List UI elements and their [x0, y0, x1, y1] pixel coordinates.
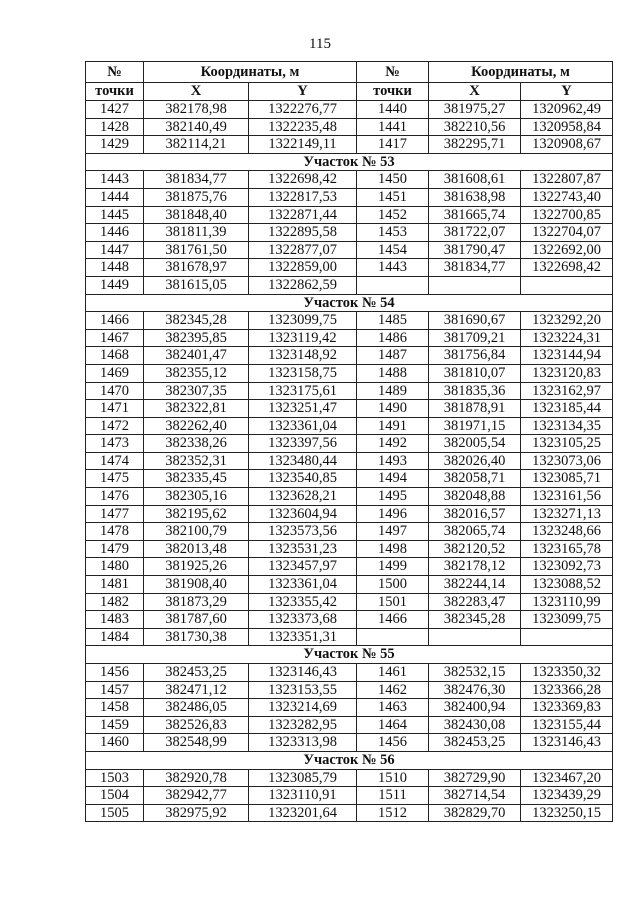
header-y-label: Y [521, 83, 613, 101]
point-number-cell: 1480 [86, 558, 144, 576]
coord-y-cell: 1323073,06 [521, 452, 613, 470]
coord-y-cell: 1323165,78 [521, 540, 613, 558]
header-num-label: № [86, 62, 144, 83]
coord-y-cell: 1323110,99 [521, 593, 613, 611]
coord-y-cell: 1323604,94 [249, 505, 357, 523]
coord-y-cell: 1323373,68 [249, 611, 357, 629]
coord-x-cell: 381790,47 [429, 241, 521, 259]
coord-x-cell: 381834,77 [429, 259, 521, 277]
coord-x-cell: 382120,52 [429, 540, 521, 558]
point-number-cell: 1428 [86, 118, 144, 136]
coord-x-cell: 382338,26 [144, 435, 249, 453]
coord-x-cell: 382100,79 [144, 523, 249, 541]
coord-x-cell: 381848,40 [144, 206, 249, 224]
point-number-cell: 1485 [357, 312, 429, 330]
coord-x-cell: 382920,78 [144, 769, 249, 787]
point-number-cell: 1450 [357, 171, 429, 189]
coord-x-cell: 382476,30 [429, 681, 521, 699]
coord-y-cell: 1322871,44 [249, 206, 357, 224]
coord-y-cell: 1323628,21 [249, 488, 357, 506]
table-row [86, 593, 613, 611]
table-row [86, 734, 613, 752]
point-number-cell: 1449 [86, 276, 144, 294]
point-number-cell: 1443 [357, 259, 429, 277]
coord-y-cell [521, 276, 613, 294]
table-header [86, 62, 613, 101]
coord-y-cell: 1323119,42 [249, 329, 357, 347]
coord-y-cell: 1322704,07 [521, 224, 613, 242]
table-row [86, 576, 613, 594]
coord-y-cell: 1323146,43 [521, 734, 613, 752]
point-number-cell: 1492 [357, 435, 429, 453]
point-number-cell: 1443 [86, 171, 144, 189]
point-number-cell: 1440 [357, 101, 429, 119]
coord-x-cell: 382005,54 [429, 435, 521, 453]
coord-x-cell: 382026,40 [429, 452, 521, 470]
point-number-cell: 1510 [357, 769, 429, 787]
table-row [86, 611, 613, 629]
point-number-cell: 1456 [86, 664, 144, 682]
coord-x-cell: 381665,74 [429, 206, 521, 224]
table-row [86, 382, 613, 400]
table-row [86, 699, 613, 717]
coord-x-cell: 382244,14 [429, 576, 521, 594]
table-row [86, 435, 613, 453]
section-title: Участок № 53 [86, 153, 613, 171]
coord-y-cell: 1323573,56 [249, 523, 357, 541]
point-number-cell: 1474 [86, 452, 144, 470]
coord-x-cell: 382471,12 [144, 681, 249, 699]
coord-x-cell: 382942,77 [144, 787, 249, 805]
coord-y-cell: 1323271,13 [521, 505, 613, 523]
section-title: Участок № 55 [86, 646, 613, 664]
table-row [86, 417, 613, 435]
coord-y-cell: 1322807,87 [521, 171, 613, 189]
point-number-cell: 1462 [357, 681, 429, 699]
coord-x-cell: 382140,49 [144, 118, 249, 136]
table-row [86, 171, 613, 189]
table-row [86, 101, 613, 119]
coord-x-cell: 381925,26 [144, 558, 249, 576]
point-number-cell: 1500 [357, 576, 429, 594]
header-coords-label-left: Координаты, м [144, 62, 357, 83]
point-number-cell: 1478 [86, 523, 144, 541]
coord-x-cell: 381834,77 [144, 171, 249, 189]
point-number-cell: 1427 [86, 101, 144, 119]
coord-y-cell: 1322895,58 [249, 224, 357, 242]
header-coords-label-right: Координаты, м [429, 62, 613, 83]
coord-x-cell: 382714,54 [429, 787, 521, 805]
point-number-cell: 1503 [86, 769, 144, 787]
coord-x-cell [429, 276, 521, 294]
point-number-cell: 1457 [86, 681, 144, 699]
table-body [86, 101, 613, 822]
point-number-cell: 1468 [86, 347, 144, 365]
table-row [86, 241, 613, 259]
table-row [86, 259, 613, 277]
header-point-label: точки [86, 83, 144, 101]
point-number-cell: 1459 [86, 716, 144, 734]
coord-y-cell: 1323467,20 [521, 769, 613, 787]
coord-x-cell: 381873,29 [144, 593, 249, 611]
coord-y-cell: 1323153,55 [249, 681, 357, 699]
coord-y-cell: 1322692,00 [521, 241, 613, 259]
coord-y-cell: 1323085,79 [249, 769, 357, 787]
coord-x-cell: 382048,88 [429, 488, 521, 506]
point-number-cell [357, 276, 429, 294]
coord-x-cell: 382345,28 [429, 611, 521, 629]
coord-y-cell: 1320958,84 [521, 118, 613, 136]
table-row [86, 136, 613, 154]
coord-x-cell: 382210,56 [429, 118, 521, 136]
point-number-cell: 1453 [357, 224, 429, 242]
point-number-cell: 1479 [86, 540, 144, 558]
coord-y-cell: 1323250,15 [521, 804, 613, 822]
coord-y-cell: 1323162,97 [521, 382, 613, 400]
table-row [86, 276, 613, 294]
point-number-cell: 1504 [86, 787, 144, 805]
point-number-cell: 1446 [86, 224, 144, 242]
table-row [86, 400, 613, 418]
coord-y-cell: 1323185,44 [521, 400, 613, 418]
section-title: Участок № 56 [86, 751, 613, 769]
coord-y-cell: 1323361,04 [249, 417, 357, 435]
point-number-cell: 1466 [86, 312, 144, 330]
coord-y-cell: 1323158,75 [249, 364, 357, 382]
coord-x-cell: 381810,07 [429, 364, 521, 382]
coord-y-cell: 1320962,49 [521, 101, 613, 119]
point-number-cell: 1499 [357, 558, 429, 576]
table-row [86, 488, 613, 506]
header-x-label: X [429, 83, 521, 101]
coord-x-cell: 382262,40 [144, 417, 249, 435]
table-row [86, 118, 613, 136]
coord-x-cell: 382548,99 [144, 734, 249, 752]
coord-y-cell: 1323480,44 [249, 452, 357, 470]
coord-x-cell: 381730,38 [144, 628, 249, 646]
table-row [86, 188, 613, 206]
table-row [86, 364, 613, 382]
point-number-cell: 1477 [86, 505, 144, 523]
point-number-cell: 1491 [357, 417, 429, 435]
point-number-cell: 1511 [357, 787, 429, 805]
coord-y-cell: 1322235,48 [249, 118, 357, 136]
point-number-cell: 1496 [357, 505, 429, 523]
point-number-cell: 1451 [357, 188, 429, 206]
coord-y-cell: 1323099,75 [521, 611, 613, 629]
coord-x-cell: 381678,97 [144, 259, 249, 277]
coord-y-cell: 1322698,42 [249, 171, 357, 189]
table-row [86, 664, 613, 682]
table-row [86, 329, 613, 347]
point-number-cell: 1444 [86, 188, 144, 206]
table-row [86, 452, 613, 470]
coord-y-cell: 1323214,69 [249, 699, 357, 717]
coord-y-cell: 1323088,52 [521, 576, 613, 594]
table-row [86, 787, 613, 805]
point-number-cell: 1460 [86, 734, 144, 752]
point-number-cell: 1489 [357, 382, 429, 400]
coord-x-cell: 382352,31 [144, 452, 249, 470]
coord-y-cell: 1323439,29 [521, 787, 613, 805]
table-row [86, 470, 613, 488]
coord-x-cell: 382829,70 [429, 804, 521, 822]
coord-x-cell: 381971,15 [429, 417, 521, 435]
header-x-label: X [144, 83, 249, 101]
coord-y-cell: 1323134,35 [521, 417, 613, 435]
coord-y-cell: 1323155,44 [521, 716, 613, 734]
coord-x-cell: 382729,90 [429, 769, 521, 787]
coord-x-cell: 382355,12 [144, 364, 249, 382]
point-number-cell: 1441 [357, 118, 429, 136]
point-number-cell: 1461 [357, 664, 429, 682]
point-number-cell: 1467 [86, 329, 144, 347]
section-row [86, 646, 613, 664]
coord-y-cell: 1323282,95 [249, 716, 357, 734]
coord-y-cell: 1322817,53 [249, 188, 357, 206]
coord-x-cell: 382322,81 [144, 400, 249, 418]
point-number-cell: 1501 [357, 593, 429, 611]
header-y-label: Y [249, 83, 357, 101]
point-number-cell: 1488 [357, 364, 429, 382]
header-point-label: точки [357, 83, 429, 101]
point-number-cell: 1456 [357, 734, 429, 752]
table-row [86, 558, 613, 576]
coord-x-cell: 382178,12 [429, 558, 521, 576]
coord-y-cell: 1323201,64 [249, 804, 357, 822]
coord-x-cell: 382016,57 [429, 505, 521, 523]
coord-x-cell: 381615,05 [144, 276, 249, 294]
coord-x-cell: 381975,27 [429, 101, 521, 119]
coord-y-cell: 1322862,59 [249, 276, 357, 294]
coord-x-cell: 381638,98 [429, 188, 521, 206]
point-number-cell: 1476 [86, 488, 144, 506]
point-number-cell: 1487 [357, 347, 429, 365]
point-number-cell: 1469 [86, 364, 144, 382]
coord-x-cell: 382345,28 [144, 312, 249, 330]
point-number-cell: 1463 [357, 699, 429, 717]
coord-y-cell: 1323397,56 [249, 435, 357, 453]
coord-y-cell: 1322276,77 [249, 101, 357, 119]
coord-y-cell: 1322743,40 [521, 188, 613, 206]
point-number-cell: 1454 [357, 241, 429, 259]
table-row [86, 312, 613, 330]
point-number-cell [357, 628, 429, 646]
coord-y-cell: 1323350,32 [521, 664, 613, 682]
coord-y-cell: 1323144,94 [521, 347, 613, 365]
point-number-cell: 1464 [357, 716, 429, 734]
coord-y-cell: 1323292,20 [521, 312, 613, 330]
table-row [86, 804, 613, 822]
coord-x-cell: 381761,50 [144, 241, 249, 259]
coord-y-cell: 1323251,47 [249, 400, 357, 418]
point-number-cell: 1486 [357, 329, 429, 347]
point-number-cell: 1471 [86, 400, 144, 418]
point-number-cell: 1494 [357, 470, 429, 488]
coord-y-cell: 1323105,25 [521, 435, 613, 453]
coord-y-cell: 1323224,31 [521, 329, 613, 347]
coord-y-cell: 1323351,31 [249, 628, 357, 646]
coord-y-cell: 1323110,91 [249, 787, 357, 805]
coord-x-cell: 382401,47 [144, 347, 249, 365]
point-number-cell: 1417 [357, 136, 429, 154]
coord-x-cell: 381722,07 [429, 224, 521, 242]
coord-x-cell: 381875,76 [144, 188, 249, 206]
coord-y-cell: 1322859,00 [249, 259, 357, 277]
coord-x-cell: 382305,16 [144, 488, 249, 506]
section-title: Участок № 54 [86, 294, 613, 312]
coord-y-cell: 1323369,83 [521, 699, 613, 717]
point-number-cell: 1447 [86, 241, 144, 259]
point-number-cell: 1497 [357, 523, 429, 541]
point-number-cell: 1505 [86, 804, 144, 822]
coord-y-cell: 1323366,28 [521, 681, 613, 699]
coord-x-cell: 382526,83 [144, 716, 249, 734]
coord-y-cell: 1323457,97 [249, 558, 357, 576]
point-number-cell: 1498 [357, 540, 429, 558]
coord-y-cell: 1323120,83 [521, 364, 613, 382]
coord-x-cell: 382975,92 [144, 804, 249, 822]
point-number-cell: 1512 [357, 804, 429, 822]
coord-x-cell: 381787,60 [144, 611, 249, 629]
point-number-cell: 1475 [86, 470, 144, 488]
point-number-cell: 1445 [86, 206, 144, 224]
coord-x-cell: 382335,45 [144, 470, 249, 488]
coord-x-cell [429, 628, 521, 646]
coord-y-cell: 1323085,71 [521, 470, 613, 488]
coord-y-cell: 1322698,42 [521, 259, 613, 277]
coord-y-cell: 1322877,07 [249, 241, 357, 259]
coord-x-cell: 382065,74 [429, 523, 521, 541]
point-number-cell: 1490 [357, 400, 429, 418]
coord-x-cell: 382400,94 [429, 699, 521, 717]
point-number-cell: 1452 [357, 206, 429, 224]
coord-x-cell: 382453,25 [429, 734, 521, 752]
coord-x-cell: 382307,35 [144, 382, 249, 400]
coord-x-cell: 381811,39 [144, 224, 249, 242]
point-number-cell: 1466 [357, 611, 429, 629]
point-number-cell: 1493 [357, 452, 429, 470]
coord-x-cell: 381690,67 [429, 312, 521, 330]
coord-y-cell: 1323161,56 [521, 488, 613, 506]
table-row [86, 716, 613, 734]
coord-x-cell: 382013,48 [144, 540, 249, 558]
table-row [86, 681, 613, 699]
coord-y-cell: 1323248,66 [521, 523, 613, 541]
point-number-cell: 1470 [86, 382, 144, 400]
coord-y-cell: 1320908,67 [521, 136, 613, 154]
point-number-cell: 1458 [86, 699, 144, 717]
point-number-cell: 1429 [86, 136, 144, 154]
coord-x-cell: 382453,25 [144, 664, 249, 682]
coord-y-cell: 1323092,73 [521, 558, 613, 576]
coordinates-table [85, 61, 613, 822]
coord-x-cell: 382195,62 [144, 505, 249, 523]
point-number-cell: 1495 [357, 488, 429, 506]
coord-x-cell: 382486,05 [144, 699, 249, 717]
point-number-cell: 1448 [86, 259, 144, 277]
coord-y-cell: 1323355,42 [249, 593, 357, 611]
coord-y-cell [521, 628, 613, 646]
coord-y-cell: 1322149,11 [249, 136, 357, 154]
table-row [86, 347, 613, 365]
table-row [86, 224, 613, 242]
coord-x-cell: 382430,08 [429, 716, 521, 734]
section-row [86, 751, 613, 769]
coord-y-cell: 1323531,23 [249, 540, 357, 558]
table-row [86, 505, 613, 523]
table-row [86, 523, 613, 541]
coord-x-cell: 382178,98 [144, 101, 249, 119]
coord-x-cell: 381709,21 [429, 329, 521, 347]
page-number: 115 [309, 36, 331, 52]
table-row [86, 540, 613, 558]
coord-x-cell: 382058,71 [429, 470, 521, 488]
coord-x-cell: 381608,61 [429, 171, 521, 189]
coord-y-cell: 1323361,04 [249, 576, 357, 594]
coord-x-cell: 382295,71 [429, 136, 521, 154]
coord-x-cell: 381908,40 [144, 576, 249, 594]
coord-x-cell: 381835,36 [429, 382, 521, 400]
coord-y-cell: 1323313,98 [249, 734, 357, 752]
point-number-cell: 1472 [86, 417, 144, 435]
point-number-cell: 1473 [86, 435, 144, 453]
coord-x-cell: 381756,84 [429, 347, 521, 365]
table-row [86, 628, 613, 646]
table-row [86, 769, 613, 787]
section-row [86, 153, 613, 171]
coord-y-cell: 1323175,61 [249, 382, 357, 400]
coord-y-cell: 1323540,85 [249, 470, 357, 488]
coord-x-cell: 382532,15 [429, 664, 521, 682]
coord-x-cell: 382283,47 [429, 593, 521, 611]
point-number-cell: 1481 [86, 576, 144, 594]
coord-x-cell: 381878,91 [429, 400, 521, 418]
coord-x-cell: 382114,21 [144, 136, 249, 154]
coord-y-cell: 1322700,85 [521, 206, 613, 224]
coord-y-cell: 1323148,92 [249, 347, 357, 365]
point-number-cell: 1482 [86, 593, 144, 611]
section-row [86, 294, 613, 312]
coord-x-cell: 382395,85 [144, 329, 249, 347]
table-row [86, 206, 613, 224]
coord-y-cell: 1323146,43 [249, 664, 357, 682]
header-num-label: № [357, 62, 429, 83]
point-number-cell: 1484 [86, 628, 144, 646]
coord-y-cell: 1323099,75 [249, 312, 357, 330]
point-number-cell: 1483 [86, 611, 144, 629]
